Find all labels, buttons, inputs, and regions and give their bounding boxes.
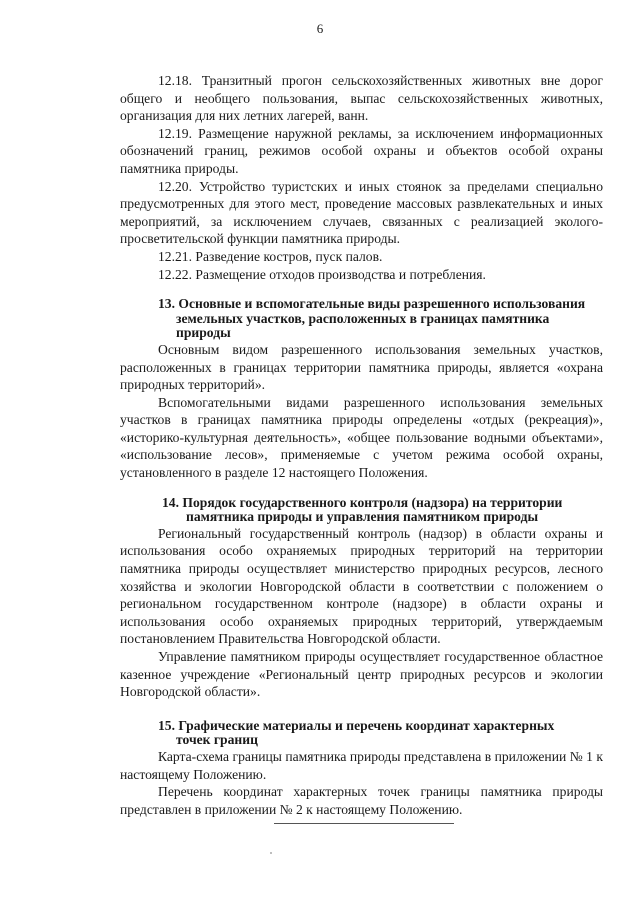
section-14-heading-line1: 14. Порядок государственного контроля (надзора) на территории — [162, 494, 563, 510]
section-13-heading — [120, 297, 603, 341]
section-13-paragraph-1: Основным видом разрешенного использования земельных участков, расположенных в границах территории памятника природы, является «охрана природных территорий». — [120, 341, 603, 393]
section-15-heading-line1: 15. Графические материалы и перечень координат характерных — [158, 717, 555, 733]
page-content — [120, 72, 603, 818]
section-13-heading-line3: природы — [176, 325, 231, 341]
item-12-18: 12.18. Транзитный прогон сельскохозяйственных животных вне дорог общего и необщего пользования, выпас сельскохозяйственных животных, организация для них летних лагерей, ванн. — [120, 73, 603, 124]
section-15-heading — [120, 719, 603, 748]
section-14-heading-line2: памятника природы и управления памятником природы — [186, 509, 539, 525]
section-13-paragraph-2: Вспомогательными видами разрешенного использования земельных участков в границах памятника природы определены «отдых (рекреация)», «историко-культурная деятельность», «общее пользование водными объектами», «использование лесов», применяемые с учетом режима особой охраны, установленного в разделе 12 настоящего Положения. — [120, 394, 603, 481]
section-13-heading-line2: земельных участков, расположенных в границах памятника — [176, 310, 550, 326]
item-12-21: 12.21. Разведение костров, пуск палов. — [158, 248, 383, 264]
section-15-paragraph-2: Перечень координат характерных точек границы памятника природы представлен в приложении № 2 к настоящему Положению. — [120, 784, 603, 817]
item-12-22: 12.22. Размещение отходов производства и потребления. — [158, 266, 486, 282]
section-14-heading — [120, 496, 603, 525]
section-13-heading-line1: 13. Основные и вспомогательные виды разрешенного использования — [158, 296, 586, 312]
section-15-heading-line2: точек границ — [176, 732, 258, 748]
page-number: 6 — [316, 21, 324, 36]
section-15-paragraph-1: Карта-схема границы памятника природы представлена в приложении № 1 к настоящему Положению. — [120, 748, 603, 782]
item-12-19: 12.19. Размещение наружной рекламы, за исключением информационных обозначений границ, режимов особой охраны и объектов особой охраны памятника природы. — [120, 125, 603, 176]
end-separator-line — [274, 823, 454, 824]
section-14-paragraph-1: Региональный государственный контроль (надзор) в области охраны и использования особо охраняемых природных территорий на территории памятника природы осуществляет министерство природных ресурсов, лесного хозяйства и экологии Новгородской области в соответствии с положением о региональном государственном контроле (надзоре) в области охраны и использования особо охраняемых природных территорий, утверждаемым постановлением Правительства Новгородской области. — [120, 525, 603, 647]
section-14-paragraph-2: Управление памятником природы осуществляет государственное областное казенное учреждение «Региональный центр природных ресурсов и экологии Новгородской области». — [120, 649, 603, 700]
scan-speck — [270, 852, 272, 854]
item-12-20: 12.20. Устройство туристских и иных стоянок за пределами специально предусмотренных для этого мест, проведение массовых развлекательных и иных мероприятий, за исключением случаев, связанных с реализацией эколого-просветительской функции памятника природы. — [120, 178, 603, 247]
